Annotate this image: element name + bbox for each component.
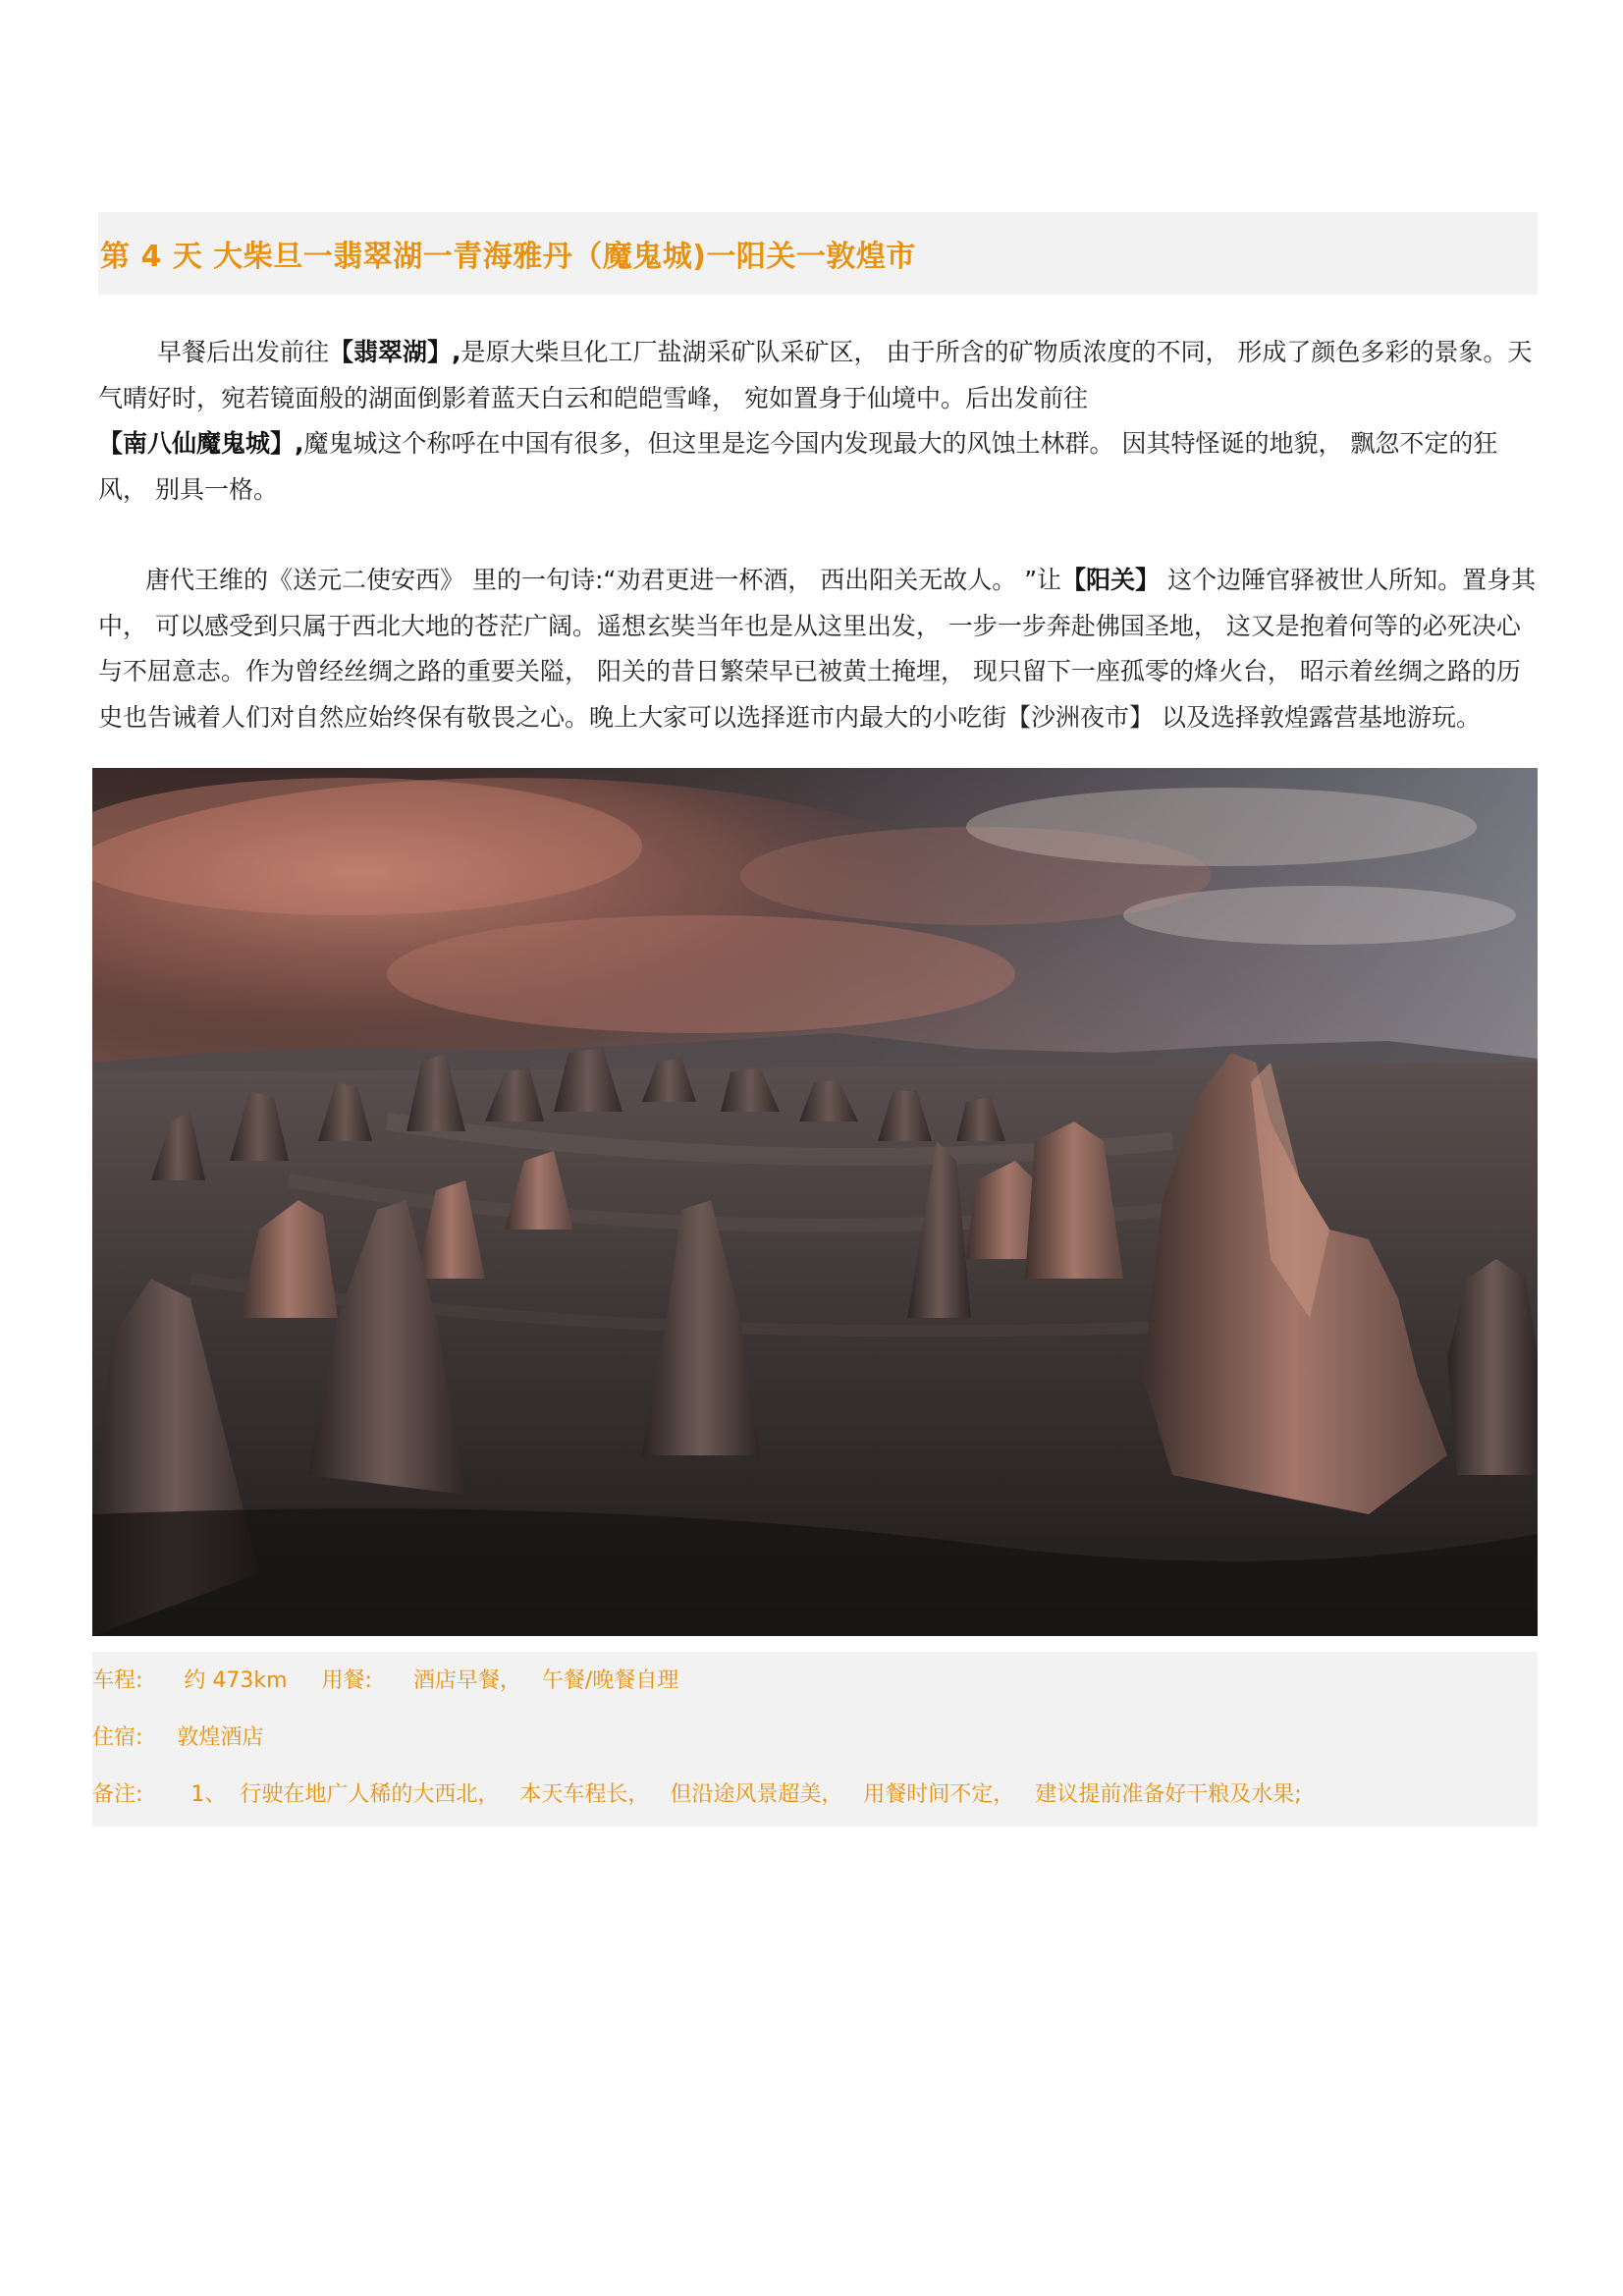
p1-text-1: 早餐后出发前往 [157, 338, 330, 366]
distance-value: 约 473km [184, 1668, 288, 1693]
p2-text-1: 唐代王维的《送元二使安西》 里的一句诗:“劝君更进一杯酒， 西出阳关无故人。 ”让 [145, 566, 1062, 594]
trip-info-box [92, 1652, 1538, 1827]
p1-highlight-devil-city: 【南八仙魔鬼城】, [98, 429, 304, 458]
info-row-notes [92, 1777, 1302, 1808]
p1-highlight-emerald-lake: 【翡翠湖】, [329, 338, 461, 366]
p1-text-3: 魔鬼城这个称呼在中国有很多，但这里是迄今国内发现最大的风蚀土林群。 因其特怪诞的地貌， 飘忽不定的狂风， 别具一格。 [98, 429, 1498, 504]
day-title: 第 4 天 大柴旦一翡翠湖一青海雅丹（魔鬼城)一阳关一敦煌市 [100, 240, 916, 274]
day-title-bar [98, 212, 1538, 295]
paragraph-yangguan [98, 558, 1538, 740]
paragraph-emerald-lake [98, 330, 1538, 513]
distance-label: 车程: [92, 1668, 143, 1693]
stay-value: 敦煌酒店 [177, 1725, 264, 1750]
yardang-landscape-photo [92, 768, 1538, 1636]
info-row-distance-meals [92, 1664, 678, 1694]
note-value: 1、 行驶在地广人稀的大西北， 本天车程长， 但沿途风景超美， 用餐时间不定， 建议提前准备好干粮及水果; [190, 1782, 1302, 1807]
note-label: 备注: [92, 1782, 143, 1807]
p2-text-2: 这个边陲官驿被世人所知。置身其中， 可以感受到只属于西北大地的苍茫广阔。遥想玄奘当年也是从这里出发， 一步一步奔赴佛国圣地， 这又是抱着何等的必死决心与不屈意志。作为曾经丝绸之路的重要关隘， 阳关的昔日繁荣早已被黄土掩埋， 现只留下一座孤零的烽火台， 昭示着丝绸之路的历史也告诫着人们对自然应始终保有敬畏之心。晚上大家可以选择逛市内最大的小吃街【沙洲夜市】 以及选择敦煌露营基地游玩。 [98, 566, 1537, 732]
meal-label: 用餐: [321, 1668, 372, 1693]
p1-text-2: 是原大柴旦化工厂盐湖采矿队采矿区， 由于所含的矿物质浓度的不同， 形成了颜色多彩的景象。天气晴好时，宛若镜面般的湖面倒影着蓝天白云和皑皑雪峰， 宛如置身于仙境中。后出发前往 [98, 338, 1533, 412]
meal-value: 酒店早餐， 午餐/晚餐自理 [412, 1668, 679, 1693]
p2-highlight-yangguan: 【阳关】 [1061, 566, 1161, 594]
info-row-accommodation [92, 1721, 263, 1751]
stay-label: 住宿: [92, 1725, 143, 1750]
